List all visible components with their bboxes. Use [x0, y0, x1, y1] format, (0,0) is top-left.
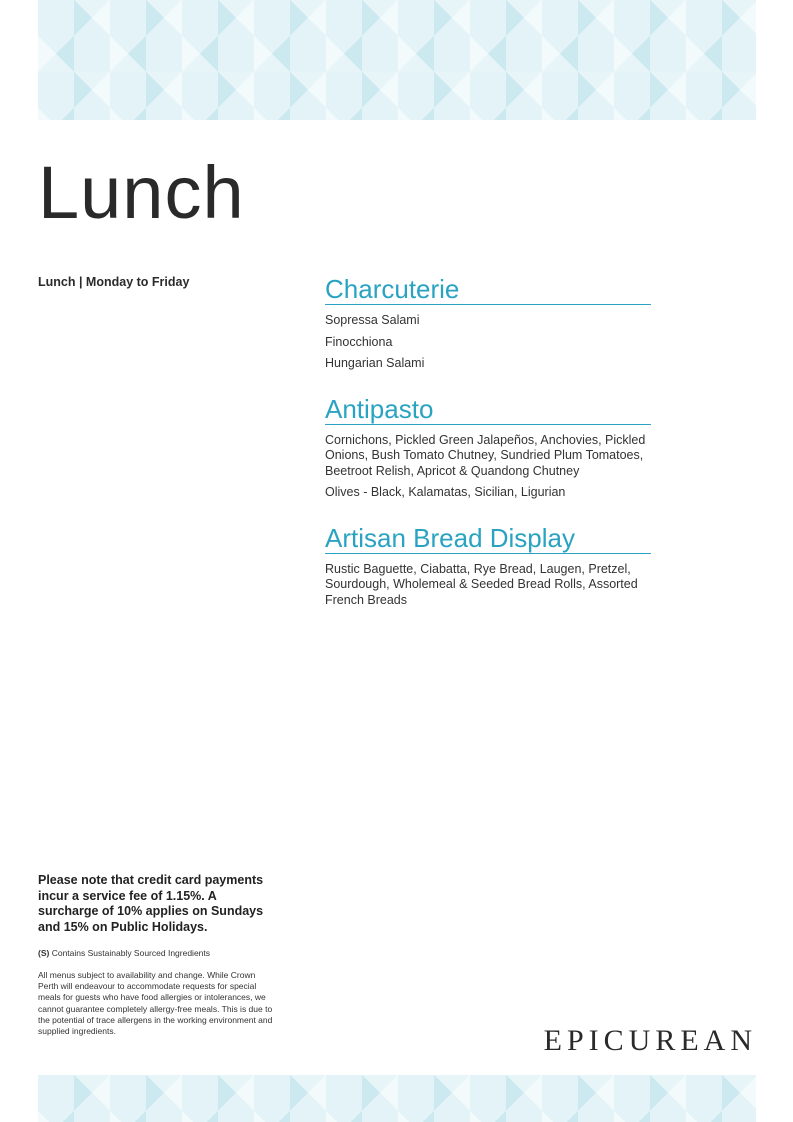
section-heading: Artisan Bread Display: [325, 523, 651, 554]
sustainability-legend: [38, 948, 210, 958]
menu-sections: [325, 274, 651, 630]
section-artisan-bread: [325, 523, 651, 609]
top-decorative-banner: [38, 0, 756, 120]
page-title: Lunch: [38, 151, 245, 234]
epicurean-logo: EPICUREAN: [543, 1024, 757, 1057]
payment-notice: Please note that credit card payments incur a service fee of 1.15%. A surcharge of 10% applies on Sundays and 15% on Public Holidays.: [38, 873, 264, 934]
menu-item: Finocchiona: [325, 334, 393, 349]
menu-subtitle: Lunch | Monday to Friday: [38, 275, 190, 289]
menu-item: Olives - Black, Kalamatas, Sicilian, Ligurian: [325, 485, 566, 499]
bottom-decorative-banner: [38, 1075, 756, 1122]
section-antipasto: [325, 394, 651, 501]
menu-item: Sopressa Salami: [325, 313, 420, 327]
section-heading: Antipasto: [325, 394, 651, 425]
menu-item: Hungarian Salami: [325, 356, 425, 370]
section-heading: Charcuterie: [325, 274, 651, 305]
legend-code: (S): [38, 948, 50, 958]
allergy-disclaimer: All menus subject to availability and change. While Crown Perth will endeavour to accommodate requests for special meals for guests who have food allergies or intolerances, we cannot guarantee completely allergy-free meals. This is due to the potential of trace allergens in the working environment and supplied ingredients.: [38, 970, 273, 1037]
menu-item: Cornichons, Pickled Green Jalapeños, Anchovies, Pickled Onions, Bush Tomato Chutney, Sundried Plum Tomatoes, Beetroot Relish, Apricot & Quandong Chutney: [325, 432, 646, 478]
menu-item: Rustic Baguette, Ciabatta, Rye Bread, Laugen, Pretzel, Sourdough, Wholemeal & Seeded Bread Rolls, Assorted French Breads: [325, 561, 638, 607]
section-charcuterie: [325, 274, 651, 372]
legend-text: Contains Sustainably Sourced Ingredients: [51, 948, 211, 958]
